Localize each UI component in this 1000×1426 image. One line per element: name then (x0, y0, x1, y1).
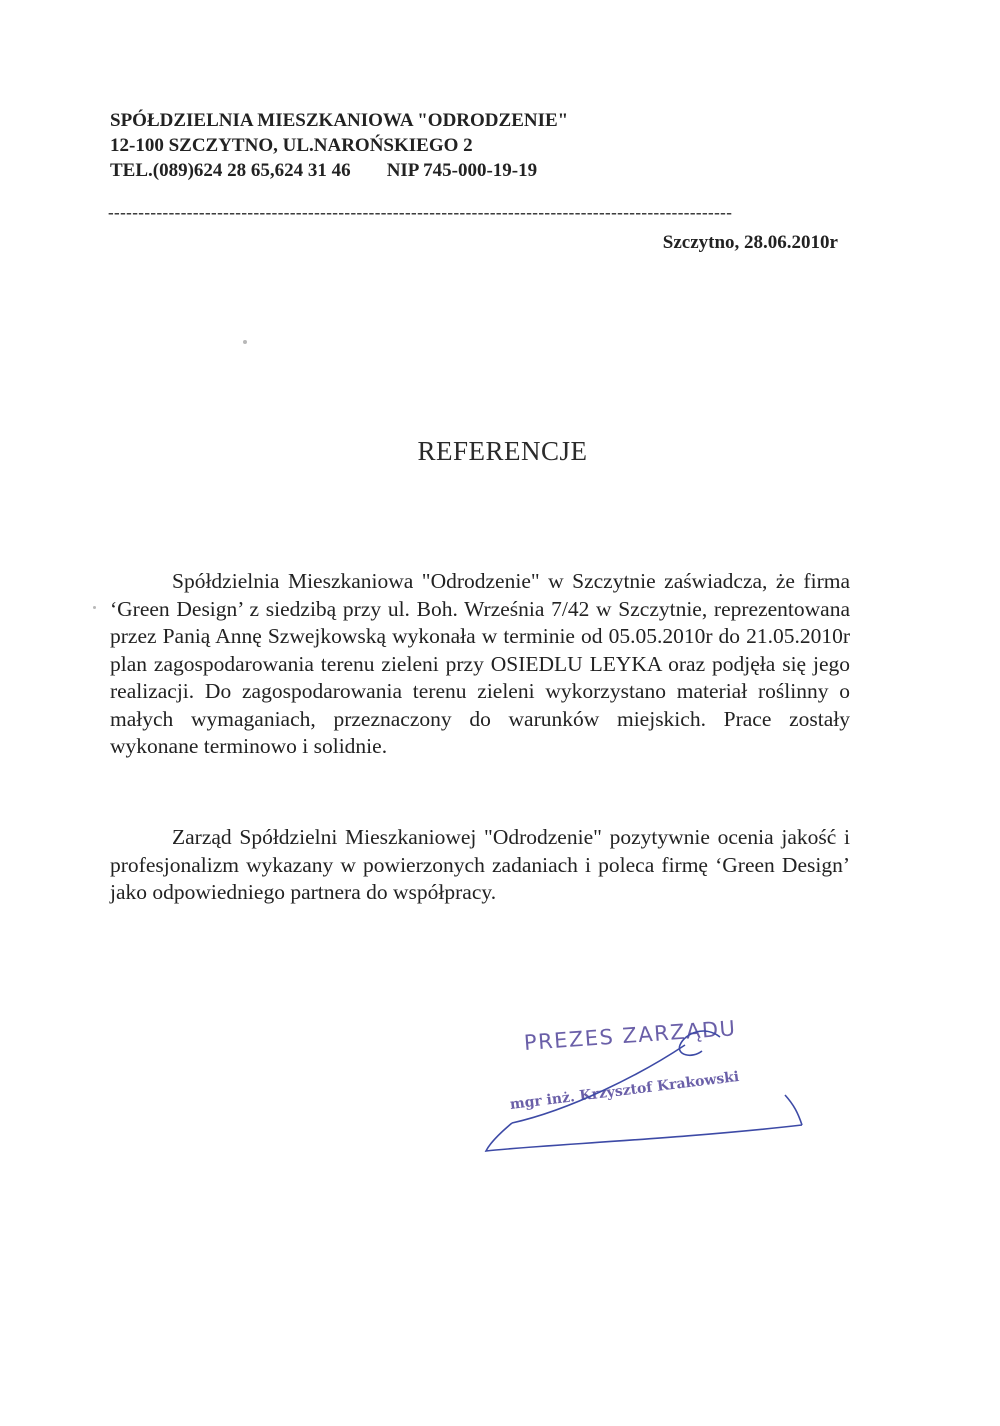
stamp-title: PREZES ZARZĄDU (523, 1016, 738, 1055)
scan-speck (243, 340, 247, 344)
separator-line: ------------------------------------------------------------------------------------------------------- (108, 203, 733, 222)
scan-speck (93, 606, 96, 609)
stamp-name: mgr inż. Krzysztof Krakowski (509, 1068, 741, 1113)
letterhead-phone: TEL.(089)624 28 65,624 31 46 (110, 160, 351, 181)
letterhead-nip: NIP 745-000-19-19 (386, 160, 538, 181)
letterhead-contact (110, 158, 568, 183)
body-paragraph-1 (110, 568, 850, 761)
letterhead-address: 12-100 SZCZYTNO, UL.NAROŃSKIEGO 2 (110, 135, 473, 156)
handwritten-signature (480, 1015, 820, 1165)
body-paragraph-2-text: Zarząd Spółdzielni Mieszkaniowej "Odrodzenie" pozytywnie ocenia jakość i profesjonalizm wykazany w powierzonych zadaniach i poleca firmę ‘Green Design’ jako odpowiedniego partnera do współpracy. (110, 825, 850, 904)
letterhead (110, 108, 568, 183)
body-paragraph-1-text: Spółdzielnia Mieszkaniowa "Odrodzenie" w Szczytnie zaświadcza, że firma ‘Green Design’ z siedzibą przy ul. Boh. Września 7/42 w Szczytnie, reprezentowana przez Panią Annę Szwejkowską wykonała w terminie od 05.05.2010r do 21.05.2010r plan zagospodarowania terenu zieleni przy OSIEDLU LEYKA oraz podjęła się jego realizacji. Do zagospodarowania terenu zieleni wykorzystano materiał roślinny o małych wymaganiach, przeznaczony do warunków miejskich. Prace zostały wykonane terminowo i solidnie. (110, 569, 850, 758)
letterhead-org-name: SPÓŁDZIELNIA MIESZKANIOWA "ODRODZENIE" (110, 110, 569, 131)
body-paragraph-2 (110, 824, 850, 907)
signature-stamp (480, 1015, 820, 1165)
document-title: REFERENCJE (417, 436, 588, 466)
letter-date: Szczytno, 28.06.2010r (662, 232, 838, 253)
